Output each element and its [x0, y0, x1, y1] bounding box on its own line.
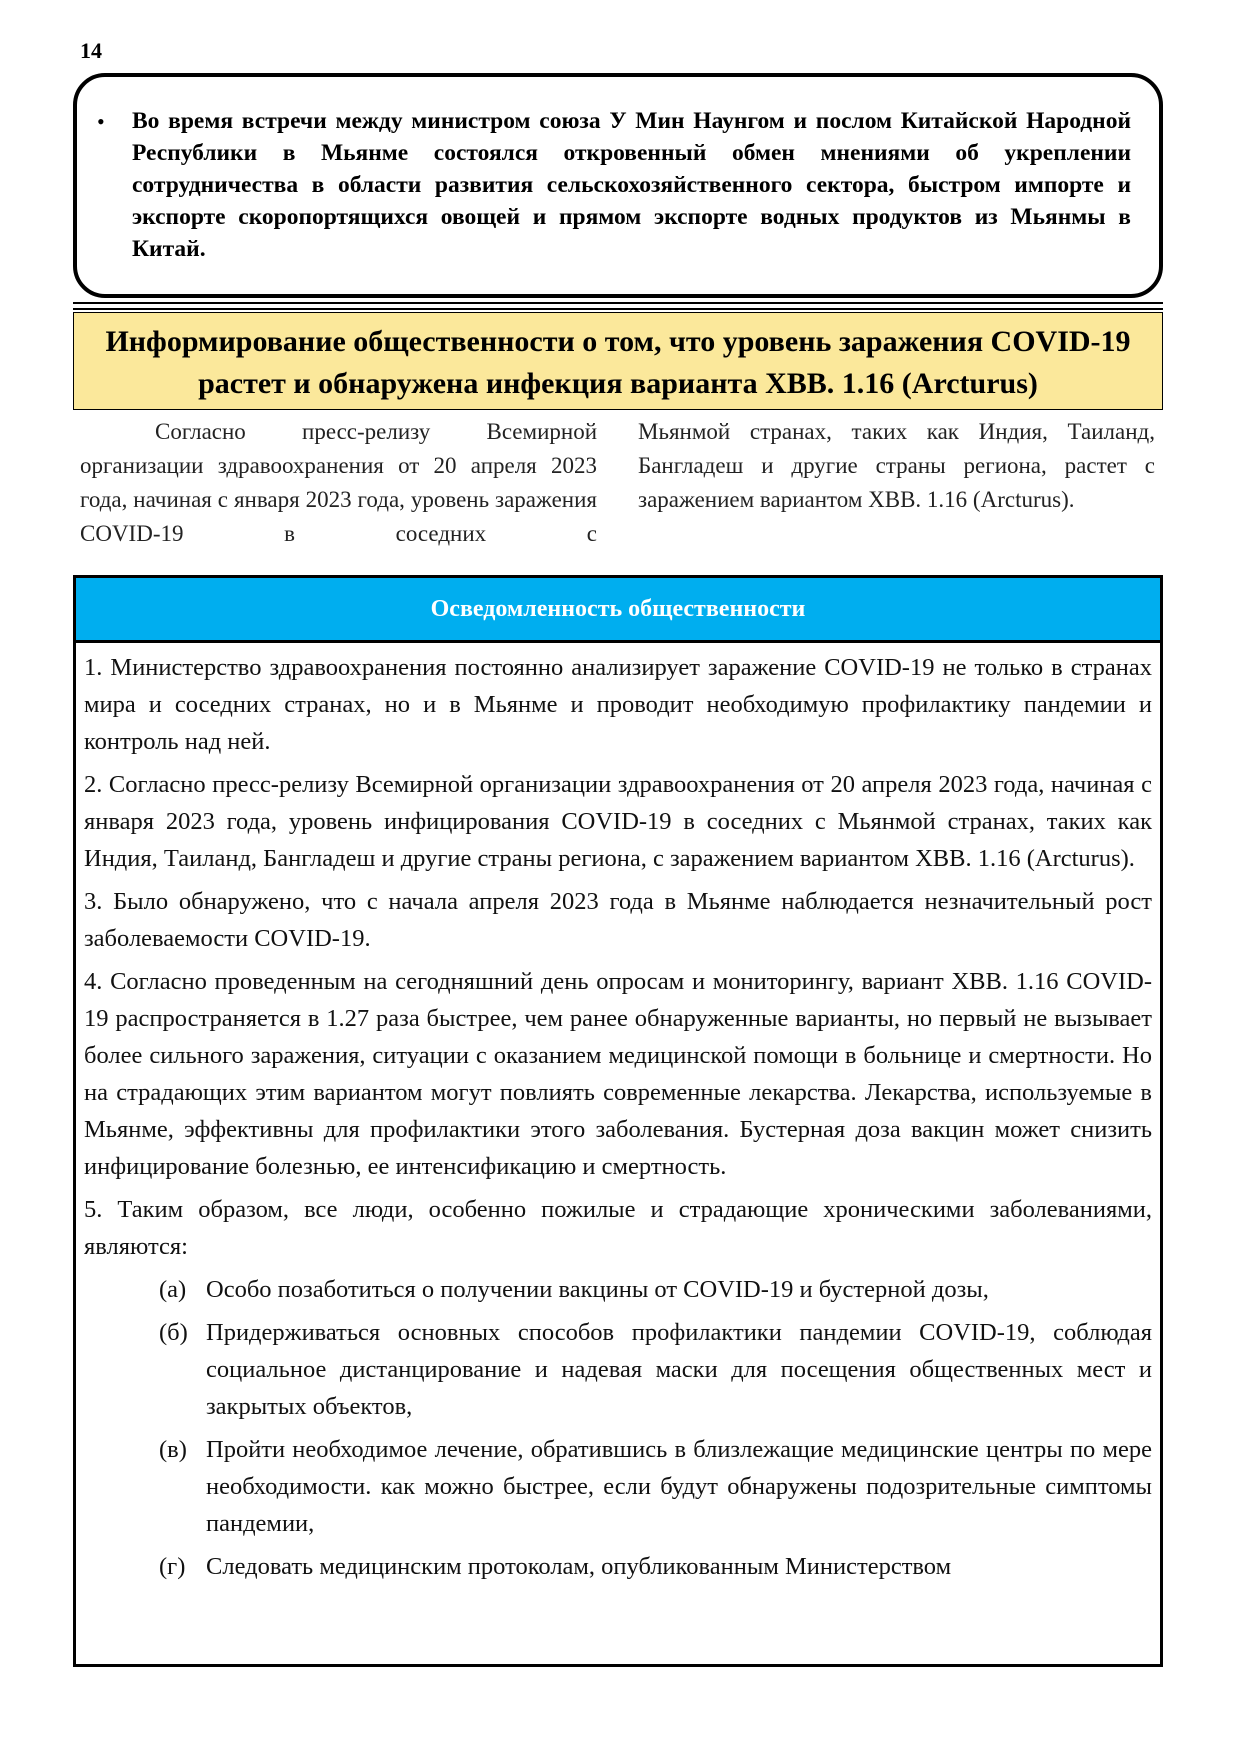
subitem-text: Придерживаться основных способов профилактики пандемии COVID-19, соблюдая социальное дистанцирование и надевая маски для посещения общественных мест и закрытых объектов, [206, 1319, 1152, 1420]
awareness-item-2: 2. Согласно пресс-релизу Всемирной организации здравоохранения от 20 апреля 2023 года, начиная с января 2023 года, уровень инфицирования COVID-19 в соседних с Мьянмой странах, таких как Индия, Таиланд, Бангладеш и другие страны региона, с заражением вариантом XBB. 1.16 (Arcturus). [84, 771, 1152, 872]
news-bullet-box [73, 73, 1163, 298]
divider-rule [73, 308, 1163, 310]
awareness-item-4: 4. Согласно проведенным на сегодняшний день опросам и мониторингу, вариант XBB. 1.16 COVID-19 распространяется в 1.27 раза быстрее, чем ранее обнаруженные варианты, но первый не вызывает более сильного заражения, ситуации с оказанием медицинской помощи в больнице и смертности. Но на страдающих этим вариантом могут повлиять современные лекарства. Лекарства, используемые в Мьянме, эффективны для профилактики этого заболевания. Бустерная доза вакцин может снизить инфицирование болезнью, ее интенсификацию и смертность. [84, 968, 1152, 1180]
subitem-text: Пройти необходимое лечение, обратившись в близлежащие медицинские центры по мере необходимости. как можно быстрее, если будут обнаружены подозрительные симптомы пандемии, [206, 1436, 1152, 1537]
subitem-marker: (в) [159, 1436, 187, 1463]
subitem-marker: (а) [159, 1276, 187, 1303]
headline-line-1: Информирование общественности о том, что уровень заражения COVID-19 [105, 325, 1131, 358]
awareness-title: Осведомленность общественности [76, 578, 1160, 643]
subitem-text: Следовать медицинским протоколам, опубликованным Министерством [206, 1553, 952, 1580]
subitem-text: Особо позаботиться о получении вакцины от COVID-19 и бустерной дозы, [206, 1276, 989, 1303]
awareness-subitem-a [159, 1271, 1152, 1308]
article-headline [73, 312, 1163, 410]
page-number: 14 [80, 38, 102, 63]
subitem-marker: (б) [159, 1319, 188, 1346]
awareness-subitem-b [159, 1314, 1152, 1425]
awareness-item-1: 1. Министерство здравоохранения постоянно анализирует заражение COVID-19 не только в странах мира и соседних странах, но и в Мьянме и проводит необходимую профилактику пандемии и контроль над ней. [84, 654, 1152, 755]
awareness-item-3: 3. Было обнаружено, что с начала апреля 2023 года в Мьянме наблюдается незначительный рост заболеваемости COVID-19. [84, 888, 1152, 952]
news-bullet-text: Во время встречи между министром союза У Мин Наунгом и послом Китайской Народной Республики в Мьянме состоялся откровенный обмен мнениями об укреплении сотрудничества в области развития сельскохозяйственного сектора, быстром импорте и экспорте скоропортящихся овощей и прямом экспорте водных продуктов из Мьянмы в Китай. [132, 108, 1131, 262]
intro-left-column: Согласно пресс-релизу Всемирной организации здравоохранения от 20 апреля 2023 года, начиная с января 2023 года, уровень заражения COVID-19 в соседних с [80, 419, 597, 546]
bullet-marker: • [97, 109, 105, 134]
intro-right-column: Мьянмой странах, таких как Индия, Таиланд, Бангладеш и другие страны региона, растет с заражением вариантом XBB. 1.16 (Arcturus). [638, 419, 1155, 512]
divider-rule [73, 302, 1163, 304]
headline-line-2: растет и обнаружена инфекция варианта XBB. 1.16 (Arcturus) [198, 367, 1038, 400]
awareness-body [76, 643, 1160, 1585]
awareness-subitem-v [159, 1431, 1152, 1542]
awareness-subitem-g [159, 1548, 1152, 1585]
awareness-item-5: 5. Таким образом, все люди, особенно пожилые и страдающие хроническими заболеваниями, являются: [84, 1196, 1152, 1260]
subitem-marker: (г) [159, 1553, 186, 1580]
intro-columns [80, 415, 1155, 551]
public-awareness-box [73, 575, 1163, 1667]
